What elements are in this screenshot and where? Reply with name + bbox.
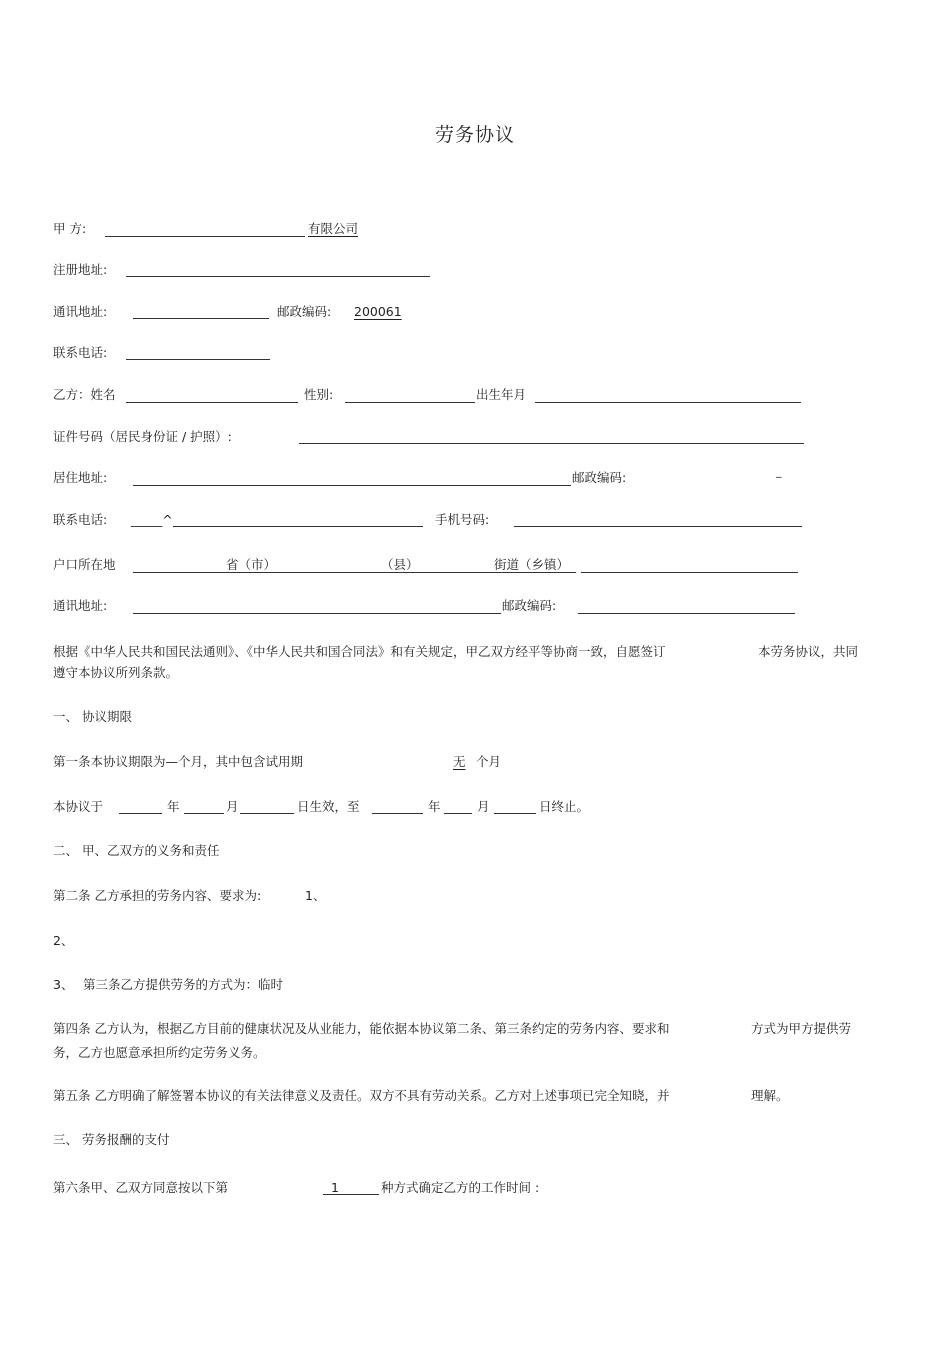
reg-address-label: 注册地址:	[53, 262, 108, 277]
article2-item3-number: 3、	[53, 977, 74, 992]
party-a-phone-label: 联系电话:	[53, 345, 108, 360]
residence-postcode-mark: ‾	[776, 475, 782, 488]
party-b-mobile-blank[interactable]	[514, 526, 802, 527]
party-a-label: 甲 方:	[53, 221, 87, 236]
term-month2-label: 月	[477, 799, 490, 814]
article1-trial-unit: 个月	[476, 754, 502, 769]
hukou-county-label: （县）	[381, 557, 419, 572]
article3-text: 第三条乙方提供劳务的方式为：临时	[83, 977, 284, 992]
term-month2-blank[interactable]	[444, 813, 472, 814]
article6-suffix: 种方式确定乙方的工作时间 :	[381, 1180, 540, 1195]
term-year2-blank[interactable]	[372, 813, 423, 814]
article4-line1-end: 方式为甲方提供劳	[751, 1021, 852, 1036]
article5-text: 第五条 乙方明确了解签署本协议的有关法律意义及责任。双方不具有劳动关系。乙方对上述事项已完全知晓，并	[53, 1088, 670, 1103]
page-title: 劳务协议	[434, 124, 515, 146]
term-day1-label: 日生效，至	[297, 799, 360, 814]
term-year1-blank[interactable]	[119, 813, 162, 814]
party-b-name-label: 乙方：姓名	[53, 387, 116, 402]
party-b-residence-blank[interactable]	[133, 485, 571, 486]
party-a-company-suffix: 有限公司	[308, 221, 359, 236]
article6-prefix: 第六条甲、乙双方同意按以下第	[53, 1180, 229, 1195]
term-end-label: 日终止。	[539, 799, 590, 814]
party-b-mobile-label: 手机号码:	[435, 512, 490, 527]
party-b-phone-mark: _____^	[131, 512, 173, 527]
party-b-mail-postcode-blank[interactable]	[578, 613, 795, 614]
section1-heading: 一、 协议期限	[53, 709, 132, 724]
article5-end: 理解。	[751, 1088, 789, 1103]
party-a-name-blank[interactable]	[105, 236, 305, 237]
party-a-mail-address-label: 通讯地址:	[53, 304, 108, 319]
party-b-mail-address-label: 通讯地址:	[53, 598, 108, 613]
term-day1-blank[interactable]	[240, 813, 294, 814]
party-b-name-blank[interactable]	[126, 402, 298, 403]
party-a-postcode-label: 邮政编码:	[277, 304, 332, 319]
term-month1-blank[interactable]	[184, 813, 224, 814]
preamble-line1-end: 本劳务协议，共同	[758, 644, 859, 659]
preamble-line2: 遵守本协议所列条款。	[53, 665, 179, 680]
term-year1-label: 年	[167, 799, 180, 814]
hukou-province-label: 省（市）	[226, 557, 277, 572]
party-b-hukou-label: 户口所在地	[53, 557, 116, 572]
section2-heading: 二、 甲、乙双方的义务和责任	[53, 843, 220, 858]
party-b-birth-blank[interactable]	[535, 402, 801, 403]
term-prefix: 本协议于	[53, 799, 104, 814]
term-year2-label: 年	[428, 799, 441, 814]
article1-trial-value: 无	[453, 754, 466, 769]
article2-item2: 2、	[53, 933, 74, 948]
party-b-id-blank[interactable]	[299, 443, 804, 444]
term-month1-label: 月	[226, 799, 239, 814]
article4-line2: 务，乙方也愿意承担所约定劳务义务。	[53, 1045, 266, 1060]
article4-line1: 第四条 乙方认为，根据乙方目前的健康状况及从业能力，能依据本协议第二条、第三条约定的劳务内容、要求和	[53, 1021, 670, 1036]
party-b-mail-address-blank[interactable]	[133, 613, 501, 614]
article2-item1: 1、	[305, 888, 326, 903]
party-b-mail-postcode-label: 邮政编码:	[502, 598, 557, 613]
article2-text: 第二条 乙方承担的劳务内容、要求为:	[53, 888, 262, 903]
preamble-line1: 根据《中华人民共和国民法通则》、《中华人民共和国合同法》和有关规定，甲乙双方经平等协商一致，自愿签订	[53, 644, 666, 659]
party-b-phone-blank[interactable]	[173, 526, 423, 527]
party-b-gender-label: 性别:	[304, 387, 334, 402]
party-b-hukou-extra-blank[interactable]	[581, 572, 798, 573]
party-b-id-label: 证件号码（居民身份证 / 护照）:	[53, 429, 232, 444]
term-day2-blank[interactable]	[494, 813, 536, 814]
section3-heading: 三、 劳务报酬的支付	[53, 1132, 170, 1147]
party-a-postcode-value: 200061	[354, 304, 402, 319]
article6-choice-value: 1	[331, 1180, 339, 1195]
article1-text: 第一条本协议期限为—个月，其中包含试用期	[53, 754, 304, 769]
party-b-residence-label: 居住地址:	[53, 470, 108, 485]
party-b-birth-label: 出生年月	[476, 387, 527, 402]
party-a-mail-address-blank[interactable]	[133, 318, 269, 319]
party-b-phone-label: 联系电话:	[53, 512, 108, 527]
party-b-gender-blank[interactable]	[345, 402, 475, 403]
party-b-residence-postcode-label: 邮政编码:	[572, 470, 627, 485]
reg-address-blank[interactable]	[126, 276, 430, 277]
hukou-street-label: 街道（乡镇）	[494, 557, 570, 572]
party-a-phone-blank[interactable]	[126, 359, 270, 360]
